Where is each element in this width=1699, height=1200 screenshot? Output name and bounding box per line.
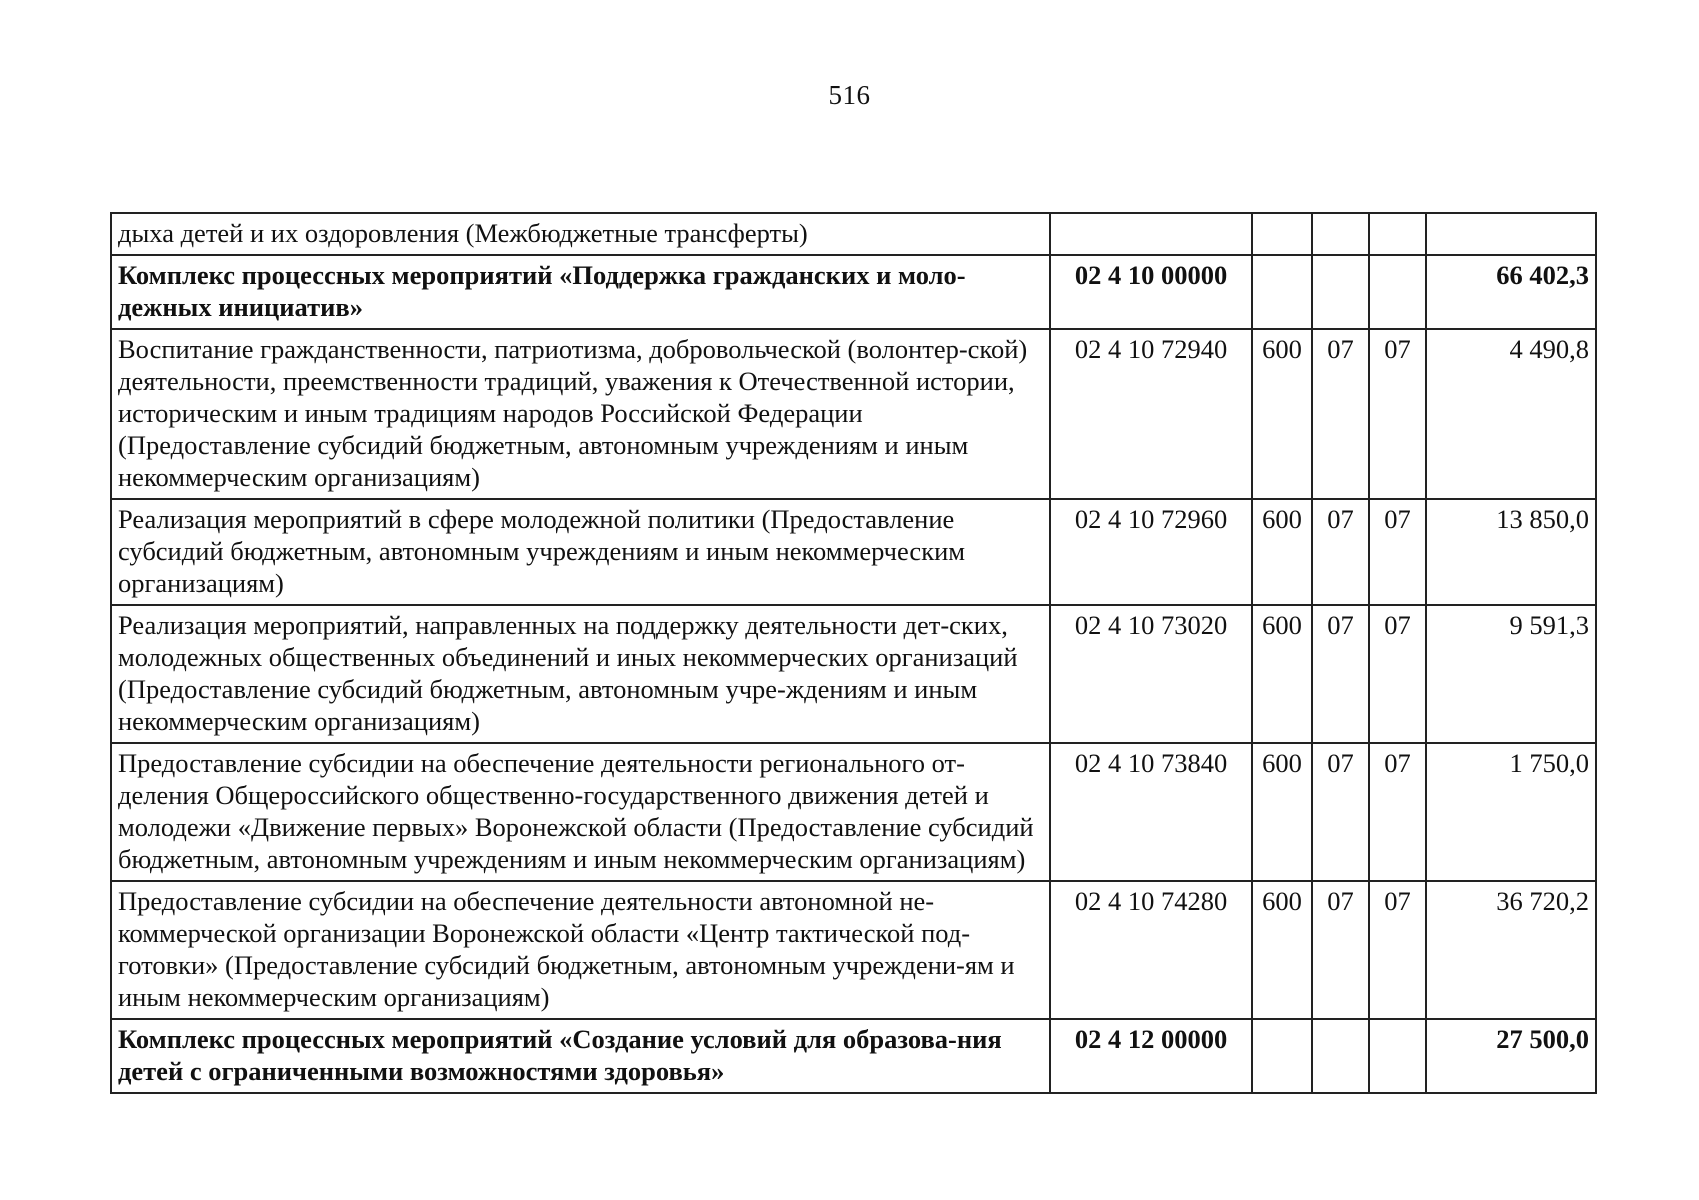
row-amount-cell: 1 750,0 bbox=[1426, 743, 1596, 881]
row-code-cell: 02 4 10 73840 bbox=[1050, 743, 1252, 881]
row-code-cell: 02 4 10 73020 bbox=[1050, 605, 1252, 743]
table-row bbox=[111, 1019, 1596, 1093]
budget-table bbox=[110, 212, 1597, 1094]
row-name-cell: Предоставление субсидии на обеспечение деятельности регионального от-деления Общероссийского общественно-государственного движения детей и молодежи «Движение первых» Воронежской области (Предоставление субсидий бюджетным, автономным учреждениям и иным некоммерческим организациям) bbox=[111, 743, 1050, 881]
row-subsection-cell: 07 bbox=[1369, 743, 1426, 881]
row-name-cell: Воспитание гражданственности, патриотизма, добровольческой (волонтер-ской) деятельности, преемственности традиций, уважения к Отечественной истории, историческим и иным традициям народов Российской Федерации (Предоставление субсидий бюджетным, автономным учреждениям и иным некоммерческим организациям) bbox=[111, 329, 1050, 499]
row-amount-cell: 36 720,2 bbox=[1426, 881, 1596, 1019]
row-subsection-cell: 07 bbox=[1369, 881, 1426, 1019]
row-code-cell: 02 4 10 72960 bbox=[1050, 499, 1252, 605]
row-subsection-cell bbox=[1369, 1019, 1426, 1093]
row-section-cell: 07 bbox=[1312, 499, 1369, 605]
row-section-cell bbox=[1312, 213, 1369, 255]
row-name-cell: Комплекс процессных мероприятий «Поддержка гражданских и моло-дежных инициатив» bbox=[111, 255, 1050, 329]
row-subsection-cell: 07 bbox=[1369, 605, 1426, 743]
row-section-cell: 07 bbox=[1312, 881, 1369, 1019]
row-subsection-cell: 07 bbox=[1369, 499, 1426, 605]
row-subsection-cell bbox=[1369, 213, 1426, 255]
budget-table-body bbox=[111, 213, 1596, 1093]
row-subsection-cell bbox=[1369, 255, 1426, 329]
row-expense-type-cell: 600 bbox=[1252, 329, 1312, 499]
row-expense-type-cell: 600 bbox=[1252, 881, 1312, 1019]
row-expense-type-cell bbox=[1252, 1019, 1312, 1093]
row-name-cell: Комплекс процессных мероприятий «Создание условий для образова-ния детей с ограниченными возможностями здоровья» bbox=[111, 1019, 1050, 1093]
row-section-cell bbox=[1312, 1019, 1369, 1093]
row-expense-type-cell: 600 bbox=[1252, 743, 1312, 881]
row-code-cell: 02 4 10 74280 bbox=[1050, 881, 1252, 1019]
row-section-cell: 07 bbox=[1312, 329, 1369, 499]
row-expense-type-cell bbox=[1252, 213, 1312, 255]
row-code-cell: 02 4 10 00000 bbox=[1050, 255, 1252, 329]
row-name-cell: дыха детей и их оздоровления (Межбюджетные трансферты) bbox=[111, 213, 1050, 255]
row-code-cell bbox=[1050, 213, 1252, 255]
row-name-cell: Реализация мероприятий, направленных на поддержку деятельности дет-ских, молодежных общественных объединений и иных некоммерческих организаций (Предоставление субсидий бюджетным, автономным учре-ждениям и иным некоммерческим организациям) bbox=[111, 605, 1050, 743]
row-section-cell bbox=[1312, 255, 1369, 329]
table-row bbox=[111, 605, 1596, 743]
row-section-cell: 07 bbox=[1312, 743, 1369, 881]
row-subsection-cell: 07 bbox=[1369, 329, 1426, 499]
row-code-cell: 02 4 12 00000 bbox=[1050, 1019, 1252, 1093]
row-name-cell: Предоставление субсидии на обеспечение деятельности автономной не-коммерческой организации Воронежской области «Центр тактической под-готовки» (Предоставление субсидий бюджетным, автономным учреждени-ям и иным некоммерческим организациям) bbox=[111, 881, 1050, 1019]
row-name-cell: Реализация мероприятий в сфере молодежной политики (Предоставление субсидий бюджетным, автономным учреждениям и иным некоммерческим организациям) bbox=[111, 499, 1050, 605]
row-expense-type-cell: 600 bbox=[1252, 499, 1312, 605]
row-expense-type-cell: 600 bbox=[1252, 605, 1312, 743]
row-amount-cell: 66 402,3 bbox=[1426, 255, 1596, 329]
table-row bbox=[111, 499, 1596, 605]
table-row bbox=[111, 743, 1596, 881]
table-row bbox=[111, 255, 1596, 329]
row-section-cell: 07 bbox=[1312, 605, 1369, 743]
row-amount-cell: 4 490,8 bbox=[1426, 329, 1596, 499]
row-expense-type-cell bbox=[1252, 255, 1312, 329]
row-code-cell: 02 4 10 72940 bbox=[1050, 329, 1252, 499]
page-number: 516 bbox=[828, 80, 871, 110]
table-row bbox=[111, 213, 1596, 255]
table-row bbox=[111, 329, 1596, 499]
table-row bbox=[111, 881, 1596, 1019]
row-amount-cell: 9 591,3 bbox=[1426, 605, 1596, 743]
row-amount-cell: 13 850,0 bbox=[1426, 499, 1596, 605]
row-amount-cell bbox=[1426, 213, 1596, 255]
row-amount-cell: 27 500,0 bbox=[1426, 1019, 1596, 1093]
